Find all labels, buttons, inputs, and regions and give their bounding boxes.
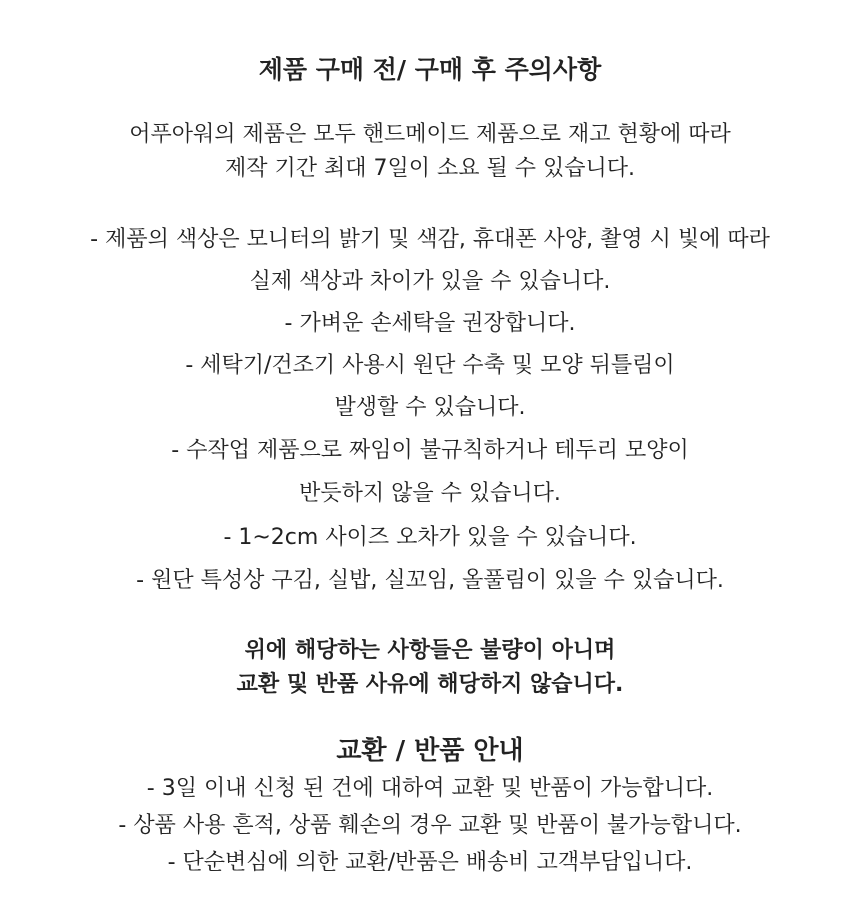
exchange-line: - 상품 사용 흔적, 상품 훼손의 경우 교환 및 반품이 불가능합니다. (118, 813, 742, 838)
exchange-line: - 3일 이내 신청 된 건에 대하여 교환 및 반품이 가능합니다. (146, 776, 714, 801)
caution-line: 실제 색상과 차이가 있을 수 있습니다. (249, 269, 611, 294)
intro-line: 어푸아워의 제품은 모두 핸드메이드 제품으로 재고 현황에 따라 (129, 122, 731, 147)
caution-line: - 수작업 제품으로 짜임이 불규칙하거나 테두리 모양이 (171, 438, 689, 463)
caution-line: - 가벼운 손세탁을 권장합니다. (284, 311, 576, 336)
page-title: 제품 구매 전/ 구매 후 주의사항 (258, 55, 602, 84)
exchange-title: 교환 / 반품 안내 (336, 736, 524, 766)
intro-line: 제작 기간 최대 7일이 소요 될 수 있습니다. (225, 156, 635, 181)
caution-line: - 원단 특성상 구김, 실밥, 실꼬임, 올풀림이 있을 수 있습니다. (136, 568, 724, 593)
caution-line: - 세탁기/건조기 사용시 원단 수축 및 모양 뒤틀림이 (185, 353, 675, 378)
caution-line: 반듯하지 않을 수 있습니다. (299, 481, 561, 506)
caution-line: 발생할 수 있습니다. (334, 395, 526, 420)
notice-line: 교환 및 반품 사유에 해당하지 않습니다. (236, 672, 624, 697)
notice-line: 위에 해당하는 사항들은 불량이 아니며 (244, 638, 616, 663)
caution-line: - 1~2cm 사이즈 오차가 있을 수 있습니다. (223, 525, 637, 550)
caution-line: - 제품의 색상은 모니터의 밝기 및 색감, 휴대폰 사양, 촬영 시 빛에 따라 (90, 227, 770, 252)
exchange-line: - 단순변심에 의한 교환/반품은 배송비 고객부담입니다. (167, 850, 693, 875)
